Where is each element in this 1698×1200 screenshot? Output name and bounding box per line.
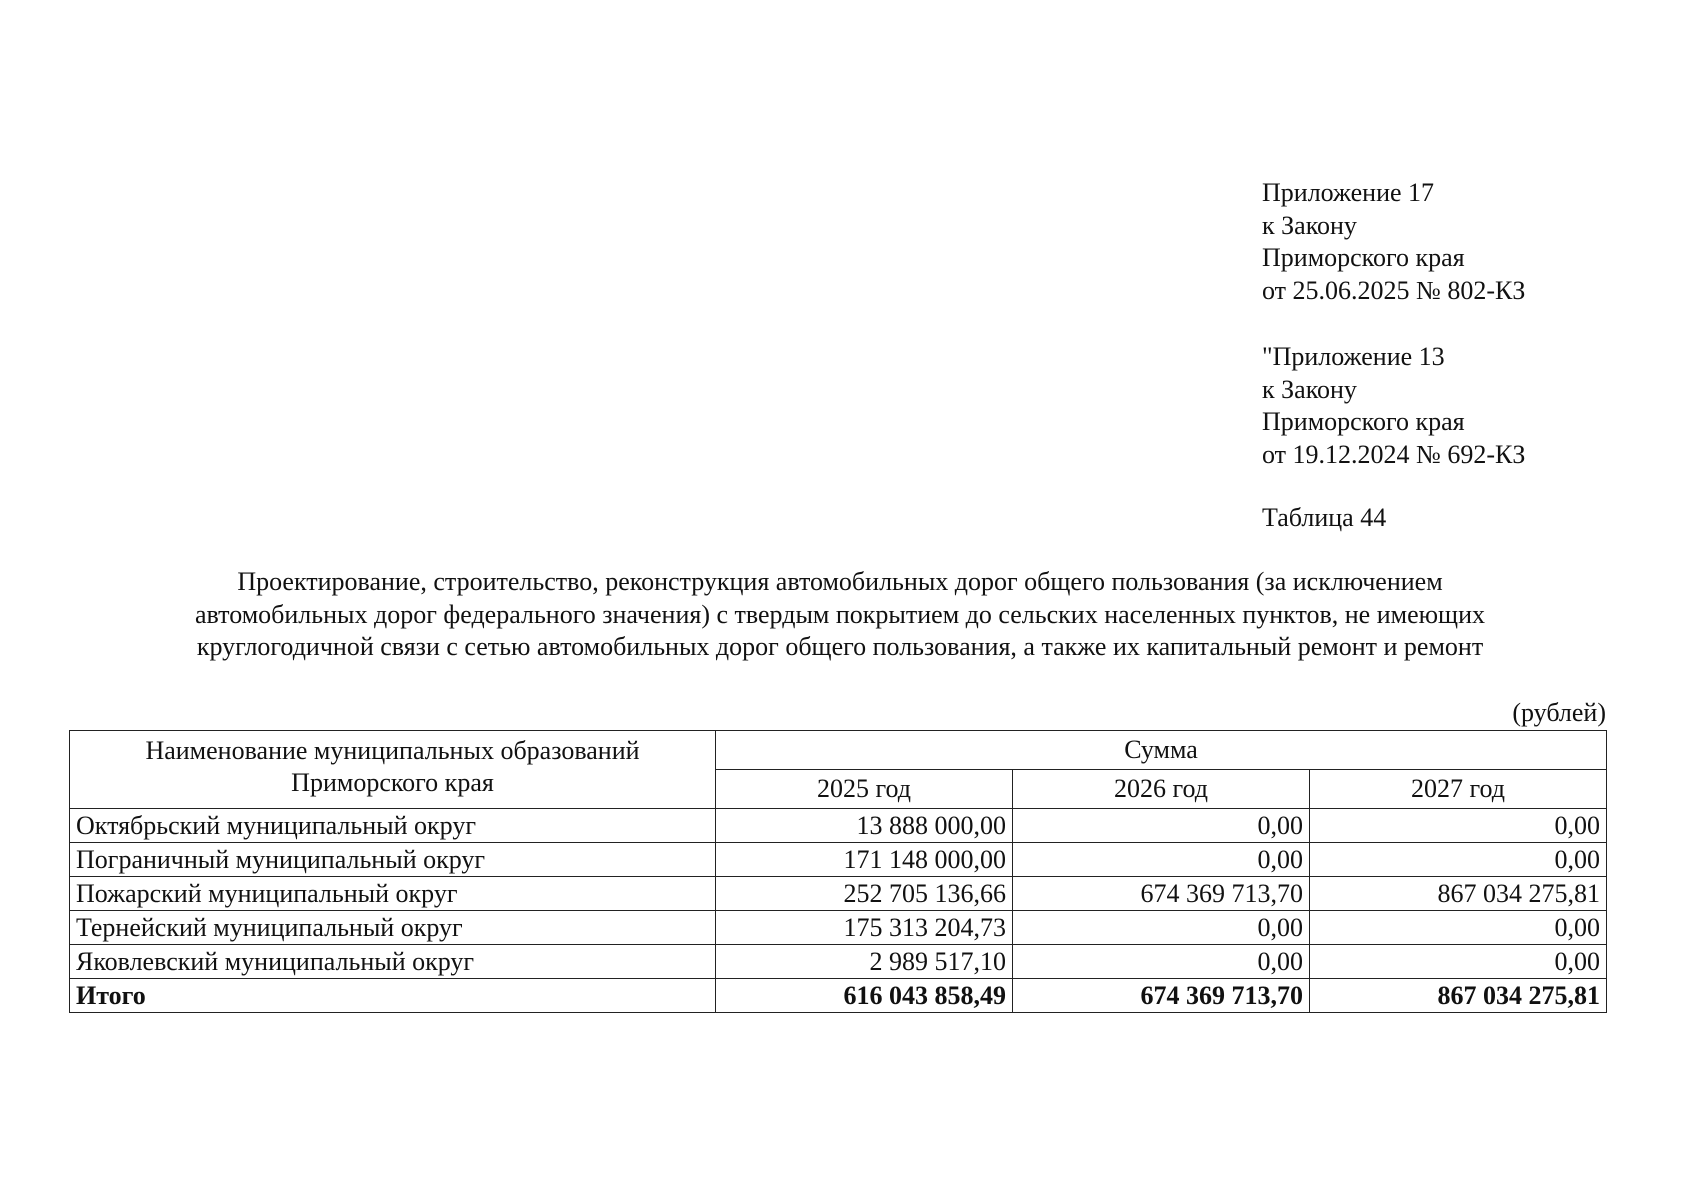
appendix-original-line: к Закону	[1262, 374, 1357, 404]
table-row	[70, 877, 1607, 911]
unit-label: (рублей)	[1512, 698, 1606, 727]
appendix-current-block	[1262, 177, 1525, 307]
amount-2027: 867 034 275,81	[1310, 877, 1607, 911]
appendix-current-line: Приморского края	[1262, 243, 1465, 272]
table-total-row	[70, 979, 1607, 1013]
appendix-original-block	[1262, 341, 1525, 471]
table-row	[70, 945, 1607, 979]
document-title-line: круглогодичной связи с сетью автомобильных дорог общего пользования, а также их капитальный ремонт и ремонт	[196, 632, 1484, 661]
amount-2027: 0,00	[1310, 843, 1607, 877]
header-year-2025: 2025 год	[716, 770, 1013, 809]
table-row	[70, 809, 1607, 843]
appendix-current-line: к Закону	[1262, 210, 1357, 240]
header-year-2027: 2027 год	[1310, 770, 1607, 809]
total-2026: 674 369 713,70	[1013, 979, 1310, 1013]
appendix-original-line: Приморского края	[1262, 407, 1465, 436]
amount-2026: 0,00	[1013, 945, 1310, 979]
table-row	[70, 911, 1607, 945]
document-title	[70, 566, 1610, 664]
total-2025: 616 043 858,49	[716, 979, 1013, 1013]
amount-2027: 0,00	[1310, 809, 1607, 843]
municipality-name: Тернейский муниципальный округ	[70, 911, 716, 945]
amount-2026: 0,00	[1013, 809, 1310, 843]
amount-2025: 171 148 000,00	[716, 843, 1013, 877]
table-header-row	[70, 731, 1607, 770]
total-label: Итого	[70, 979, 716, 1013]
document-title-line: Проектирование, строительство, реконструкция автомобильных дорог общего пользования (за исключением	[237, 567, 1443, 596]
amount-2025: 2 989 517,10	[716, 945, 1013, 979]
appendix-current-line: от 25.06.2025 № 802-КЗ	[1262, 275, 1526, 305]
total-2027: 867 034 275,81	[1310, 979, 1607, 1013]
appendix-original-line: "Приложение 13	[1262, 342, 1445, 371]
header-name-line: Наименование муниципальных образований	[145, 736, 640, 765]
amount-2026: 0,00	[1013, 843, 1310, 877]
appendix-original-line: от 19.12.2024 № 692-КЗ	[1262, 439, 1526, 469]
amount-2026: 0,00	[1013, 911, 1310, 945]
header-name-line: Приморского края	[291, 768, 494, 797]
municipality-name: Пожарский муниципальный округ	[70, 877, 716, 911]
header-municipality-name	[70, 731, 716, 809]
header-year-2026: 2026 год	[1013, 770, 1310, 809]
amount-2026: 674 369 713,70	[1013, 877, 1310, 911]
amount-2027: 0,00	[1310, 945, 1607, 979]
header-sum: Сумма	[716, 731, 1607, 770]
amount-2027: 0,00	[1310, 911, 1607, 945]
municipality-name: Октябрьский муниципальный округ	[70, 809, 716, 843]
document-title-line: автомобильных дорог федерального значения) с твердым покрытием до сельских населенных пунктов, не имеющих	[195, 599, 1485, 629]
municipality-name: Яковлевский муниципальный округ	[70, 945, 716, 979]
table-row	[70, 843, 1607, 877]
table-number: Таблица 44	[1262, 503, 1387, 532]
amount-2025: 175 313 204,73	[716, 911, 1013, 945]
amount-2025: 252 705 136,66	[716, 877, 1013, 911]
appendix-current-line: Приложение 17	[1262, 178, 1435, 207]
budget-table	[69, 730, 1607, 1013]
amount-2025: 13 888 000,00	[716, 809, 1013, 843]
municipality-name: Пограничный муниципальный округ	[70, 843, 716, 877]
